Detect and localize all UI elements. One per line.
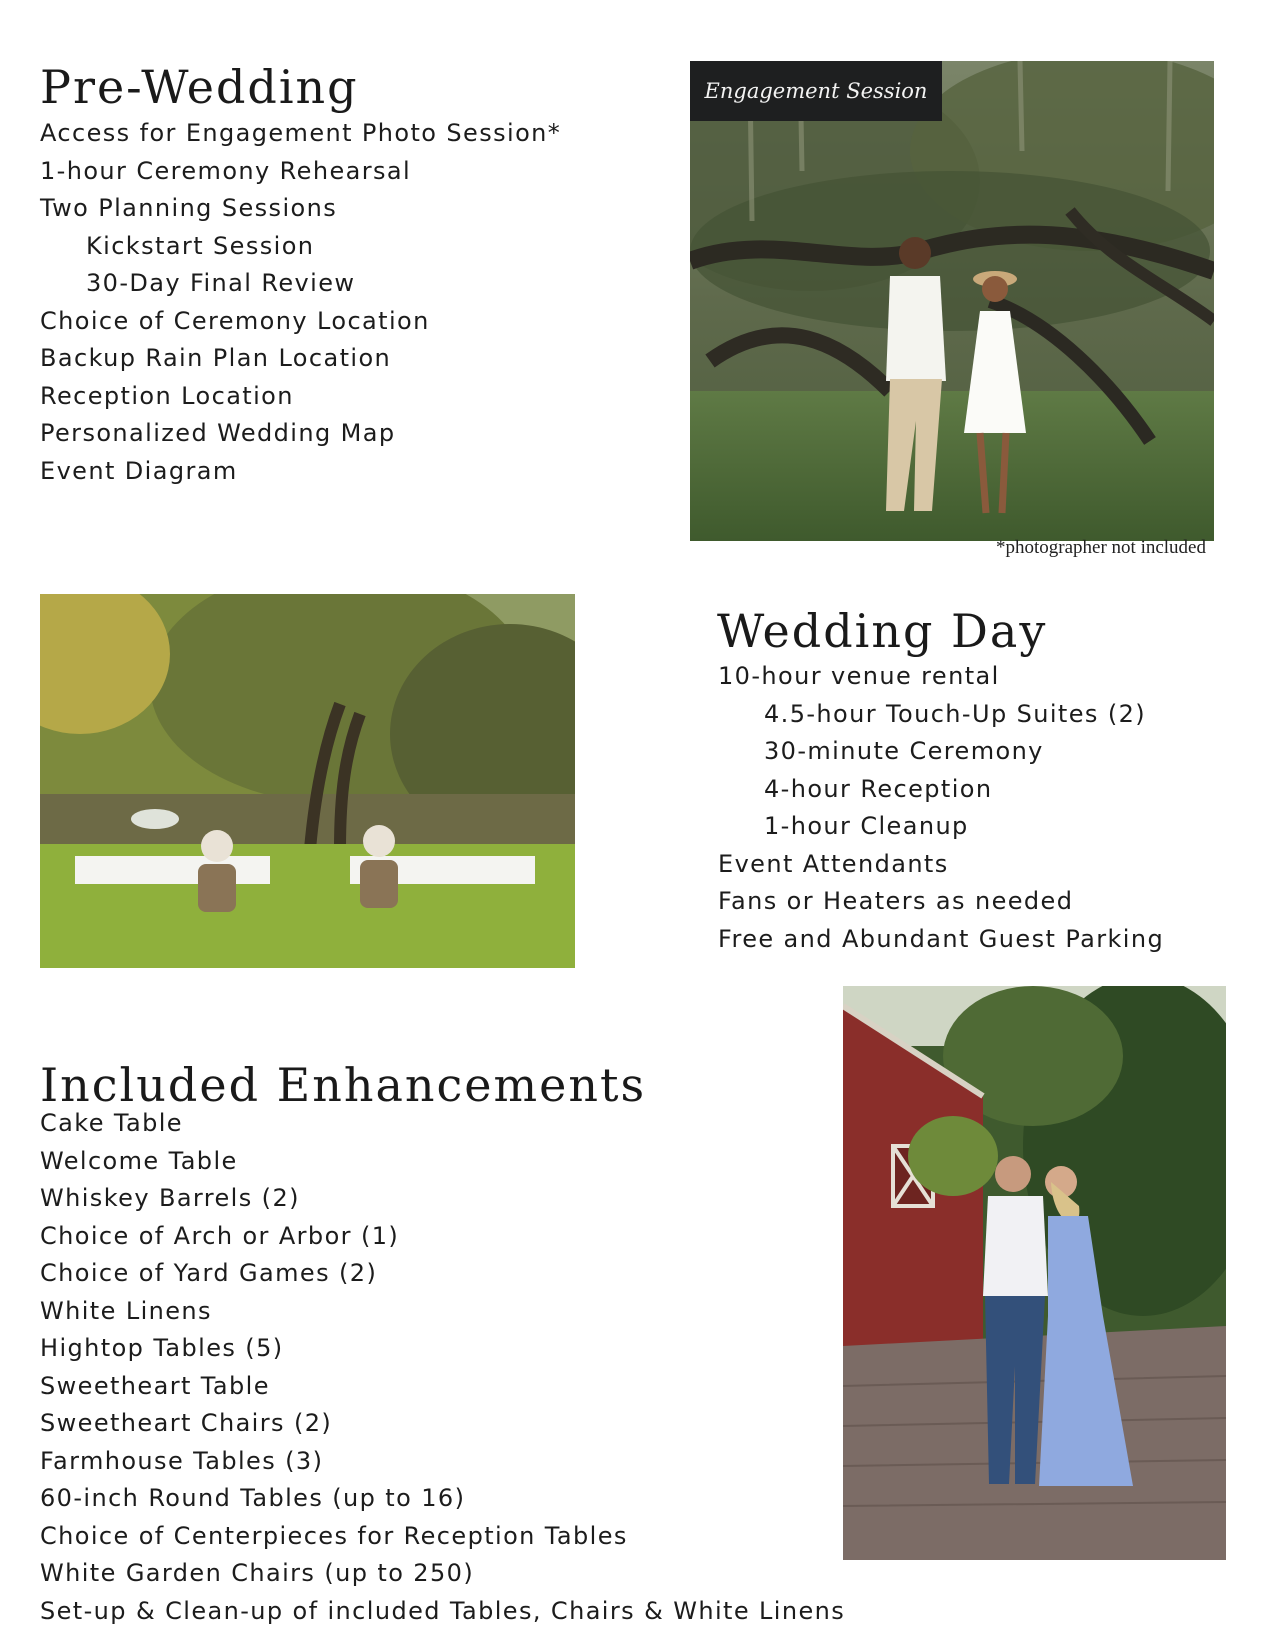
enhancement-item: Welcome Table [40,1146,238,1175]
wedding-day-item: 1-hour Cleanup [764,812,969,840]
ceremony-site-illustration [40,594,575,968]
pre-wedding-item: Choice of Ceremony Location [40,306,430,335]
engagement-session-tag: Engagement Session [690,61,942,121]
enhancement-item: Farmhouse Tables (3) [40,1446,324,1475]
engagement-session-photo [690,61,1214,541]
enhancement-item: White Linens [40,1296,212,1325]
couple-photo-illustration [843,986,1226,1560]
wedding-day-item: 4-hour Reception [764,774,993,803]
enhancement-item: White Garden Chairs (up to 250) [40,1559,475,1587]
enhancement-item: Sweetheart Table [40,1371,270,1400]
included-enhancements-heading: Included Enhancements [40,1058,647,1112]
pre-wedding-item: Reception Location [40,381,294,410]
couple-photo [843,986,1226,1560]
enhancement-item: 60-inch Round Tables (up to 16) [40,1484,466,1512]
pre-wedding-item: Kickstart Session [86,231,315,260]
enhancement-item: Cake Table [40,1109,183,1137]
wedding-day-item: 10-hour venue rental [718,662,1000,690]
pre-wedding-item: Event Diagram [40,456,238,485]
enhancement-item: Whiskey Barrels (2) [40,1184,300,1212]
pre-wedding-item: Backup Rain Plan Location [40,344,392,372]
wedding-day-item: 4.5-hour Touch-Up Suites (2) [764,699,1147,728]
wedding-day-item: Free and Abundant Guest Parking [718,924,1165,953]
enhancement-item: Choice of Centerpieces for Reception Tables [40,1521,628,1550]
enhancement-item: Sweetheart Chairs (2) [40,1409,333,1437]
enhancement-item: Hightop Tables (5) [40,1334,284,1362]
pre-wedding-item: Personalized Wedding Map [40,419,396,447]
wedding-day-item: Fans or Heaters as needed [718,887,1074,915]
pre-wedding-heading: Pre-Wedding [40,60,359,114]
pre-wedding-item: 1-hour Ceremony Rehearsal [40,156,412,185]
wedding-day-item: Event Attendants [718,849,949,878]
wedding-day-list [718,658,1164,958]
enhancement-item: Choice of Arch or Arbor (1) [40,1221,400,1250]
wedding-day-item: 30-minute Ceremony [764,737,1044,765]
pre-wedding-list [40,115,561,490]
pre-wedding-item: 30-Day Final Review [86,269,356,297]
photographer-footnote: *photographer not included [995,537,1206,558]
engagement-photo-illustration [690,61,1214,541]
included-enhancements-list [40,1105,845,1630]
enhancement-item: Set-up & Clean-up of included Tables, Chairs & White Linens [40,1596,846,1625]
pre-wedding-item: Access for Engagement Photo Session* [40,119,562,147]
pre-wedding-item: Two Planning Sessions [40,194,338,222]
wedding-day-heading: Wedding Day [717,604,1048,658]
ceremony-site-photo [40,594,575,968]
enhancement-item: Choice of Yard Games (2) [40,1259,378,1287]
